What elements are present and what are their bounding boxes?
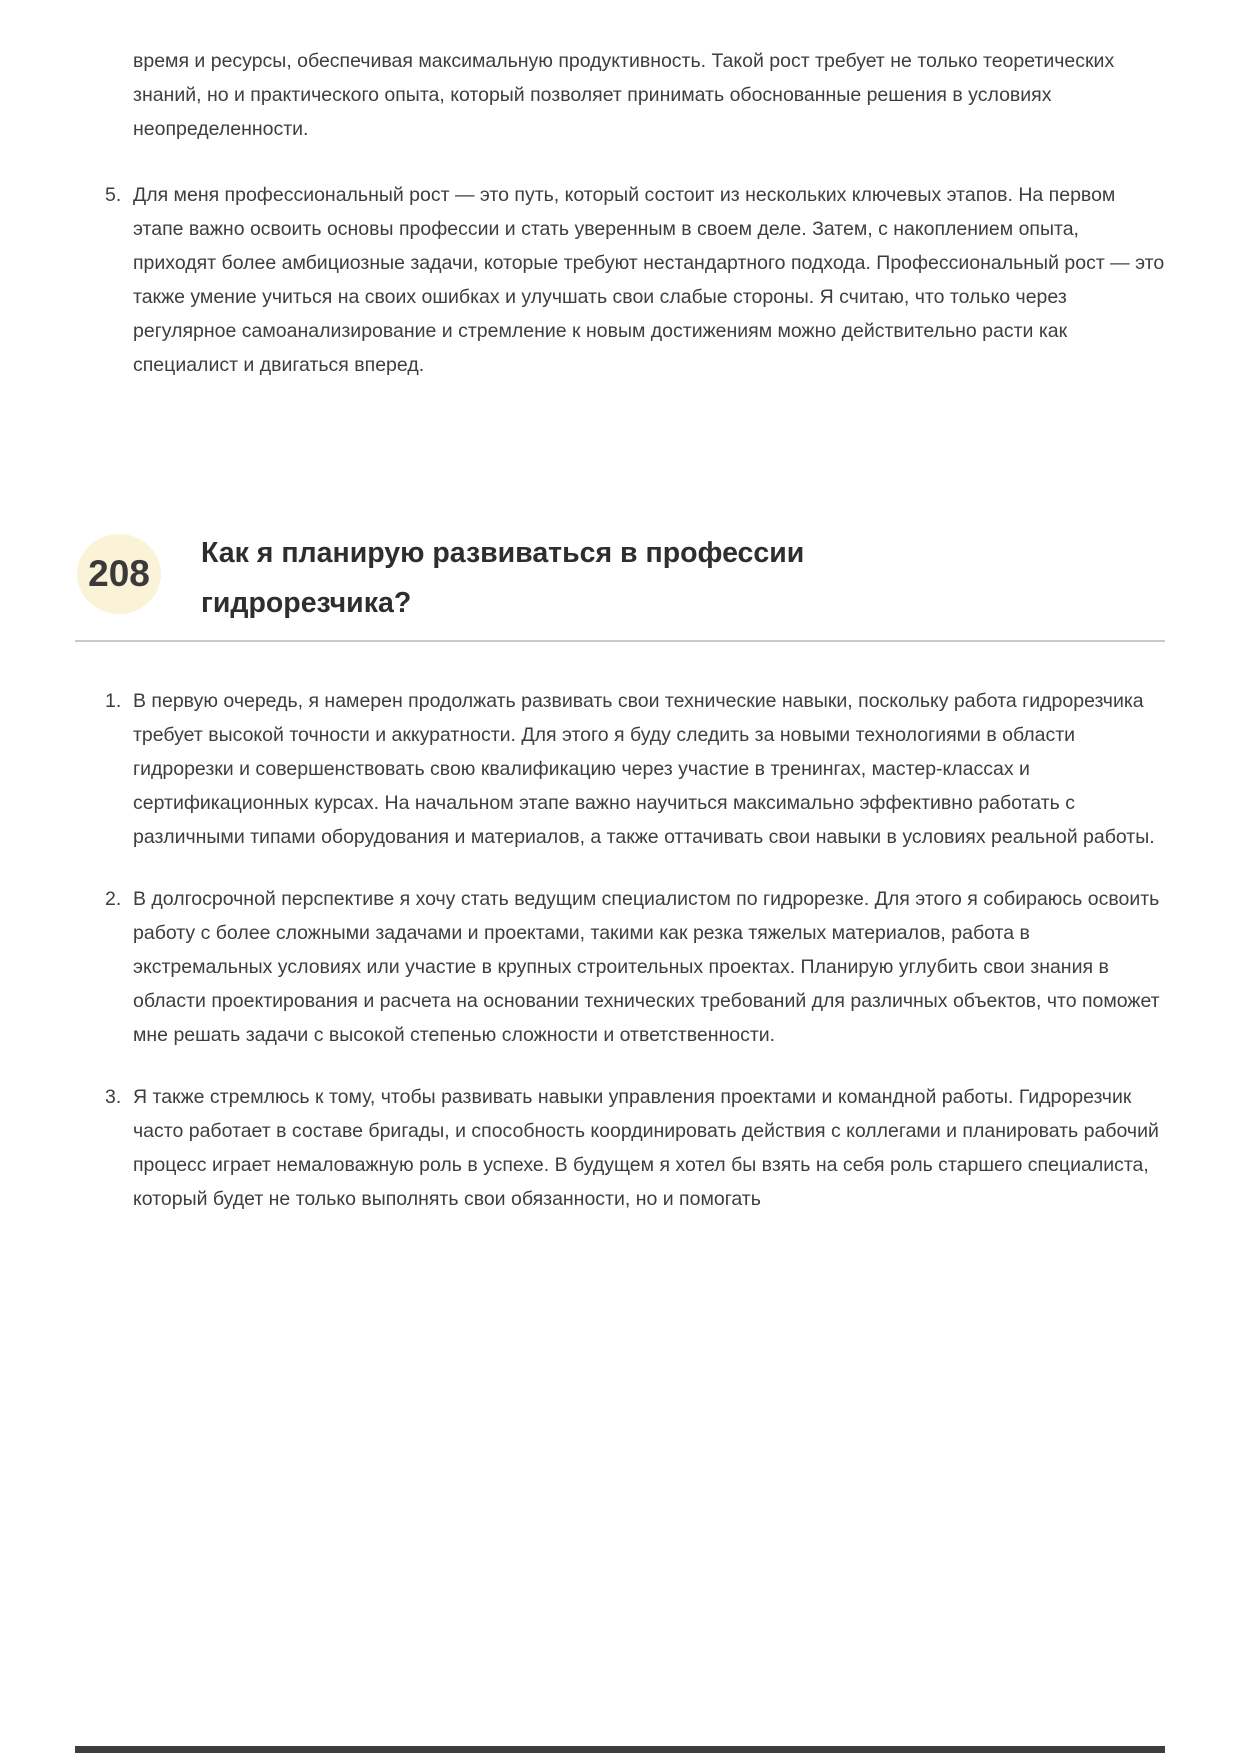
- answer-item-1: [105, 684, 1165, 854]
- list-item-text: В первую очередь, я намерен продолжать развивать свои технические навыки, поскольку работа гидрорезчика требует высокой точности и аккуратности. Для этого я буду следить за новыми технологиями в области гидрорезки и совершенствовать свою квалификацию через участие в тренингах, мастер-классах и сертификационных курсах. На начальном этапе важно научиться максимально эффективно работать с различными типами оборудования и материалов, а также оттачивать свои навыки в условиях реальной работы.: [133, 690, 1155, 848]
- answers-list: [75, 684, 1165, 1216]
- list-item-text: Для меня профессиональный рост — это путь, который состоит из нескольких ключевых этапов. На первом этапе важно освоить основы профессии и стать уверенным в своем деле. Затем, с накоплением опыта, приходят более амбициозные задачи, которые требуют нестандартного подхода. Профессиональный рост — это также умение учиться на своих ошибках и улучшать свои слабые стороны. Я считаю, что только через регулярное самоанализирование и стремление к новым достижениям можно действительно расти как специалист и двигаться вперед.: [133, 184, 1165, 376]
- list-item-number: 3.: [105, 1086, 122, 1108]
- section-title: Как я планирую развиваться в профессии гидрорезчика?: [201, 537, 805, 619]
- list-item-5: [105, 178, 1165, 382]
- list-item-number: 5.: [105, 184, 122, 206]
- section-header: [75, 528, 1165, 628]
- question-number-badge: 208: [77, 534, 161, 614]
- cut-off-next-element-edge: [75, 1746, 1165, 1753]
- list-item-text: В долгосрочной перспективе я хочу стать ведущим специалистом по гидрорезке. Для этого я собираюсь освоить работу с более сложными задачами и проектами, такими как резка тяжелых материалов, работа в экстремальных условиях или участие в крупных строительных проектах. Планирую углубить свои знания в области проектирования и расчета на основании технических требований для различных объектов, что поможет мне решать задачи с высокой степенью сложности и ответственности.: [133, 888, 1160, 1046]
- answer-item-2: [105, 882, 1165, 1052]
- list-item-text: Я также стремлюсь к тому, чтобы развивать навыки управления проектами и командной работы. Гидрорезчик часто работает в составе бригады, и способность координировать действия с коллегами и планировать рабочий процесс играет немаловажную роль в успехе. В будущем я хотел бы взять на себя роль старшего специалиста, который будет не только выполнять свои обязанности, но и помогать: [133, 1086, 1159, 1210]
- list-item-number: 2.: [105, 888, 122, 910]
- continuation-paragraph: время и ресурсы, обеспечивая максимальную продуктивность. Такой рост требует не только теоретических знаний, но и практического опыта, который позволяет принимать обоснованные решения в условиях неопределенности.: [133, 50, 1115, 140]
- section-divider: [75, 640, 1165, 642]
- answer-item-3: [105, 1080, 1165, 1216]
- list-item-number: 1.: [105, 690, 122, 712]
